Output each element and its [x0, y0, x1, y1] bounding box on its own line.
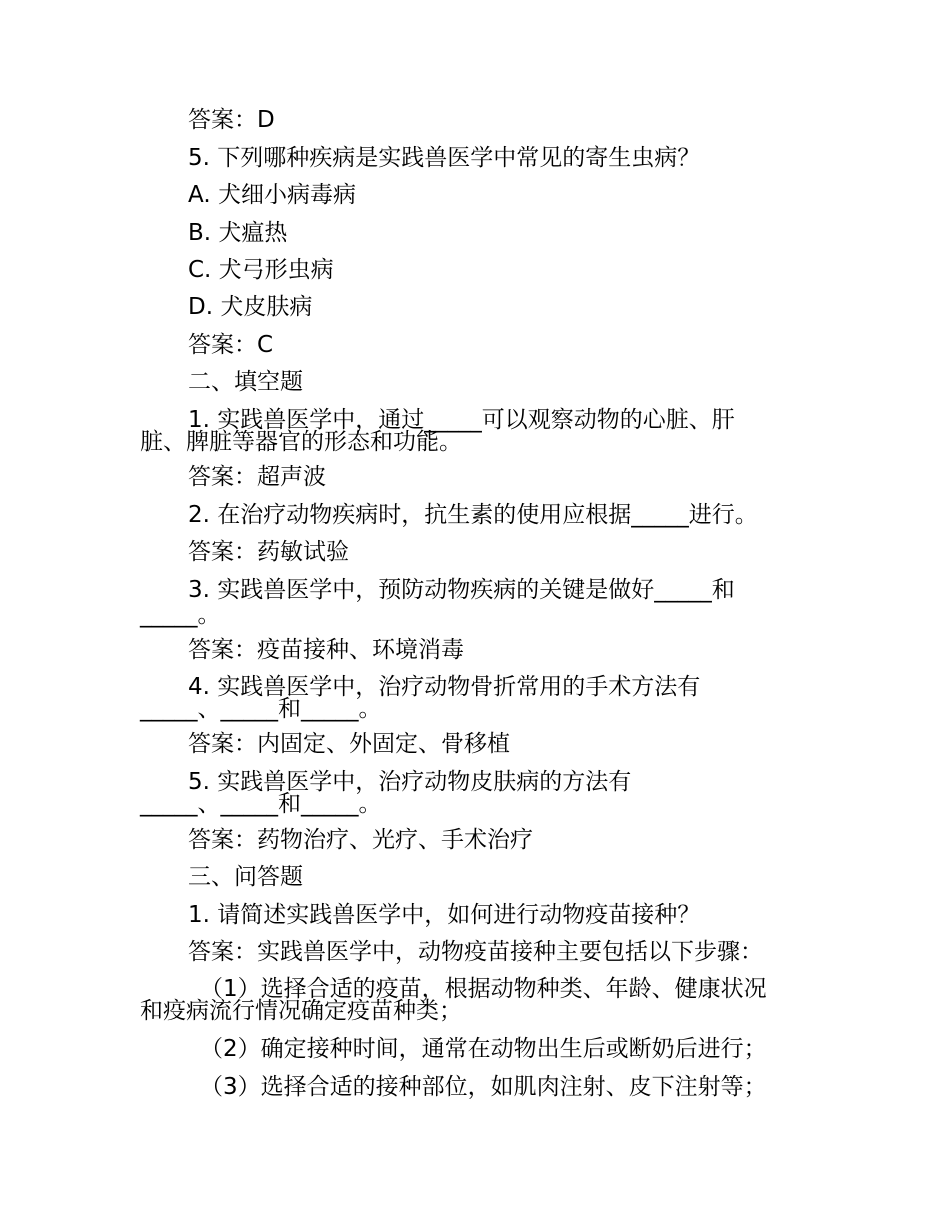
- answer-line: 答案：药敏试验: [188, 539, 349, 565]
- option-line: C. 犬弓形虫病: [188, 257, 334, 283]
- option-line: A. 犬细小病毒病: [188, 182, 356, 208]
- question-line: 5. 下列哪种疾病是实践兽医学中常见的寄生虫病？: [188, 145, 701, 171]
- question-continuation: _____、_____和_____。: [140, 696, 382, 722]
- answer-line: 答案：实践兽医学中，动物疫苗接种主要包括以下步骤：: [188, 939, 763, 965]
- answer-line: 答案：D: [188, 107, 275, 133]
- answer-step: （2）确定接种时间，通常在动物出生后或断奶后进行；: [200, 1036, 767, 1062]
- question-continuation: _____、_____和_____。: [140, 791, 382, 817]
- option-line: D. 犬皮肤病: [188, 294, 313, 320]
- question-continuation: _____。: [140, 602, 221, 628]
- question-line: 5. 实践兽医学中，治疗动物皮肤病的方法有: [188, 769, 632, 795]
- section-heading: 三、问答题: [188, 864, 303, 890]
- answer-step: （3）选择合适的接种部位，如肌肉注射、皮下注射等；: [200, 1074, 767, 1100]
- answer-line: 答案：疫苗接种、环境消毒: [188, 637, 464, 663]
- question-continuation: 脏、脾脏等器官的形态和功能。: [140, 429, 462, 455]
- answer-line: 答案：C: [188, 332, 274, 358]
- question-line: 2. 在治疗动物疾病时，抗生素的使用应根据_____进行。: [188, 502, 758, 528]
- answer-step-continuation: 和疫病流行情况确定疫苗种类；: [140, 998, 462, 1024]
- answer-line: 答案：超声波: [188, 464, 326, 490]
- section-heading: 二、填空题: [188, 369, 303, 395]
- answer-step: （1）选择合适的疫苗，根据动物种类、年龄、健康状况: [200, 976, 767, 1002]
- question-line: 1. 实践兽医学中，通过_____可以观察动物的心脏、肝: [188, 407, 735, 433]
- question-line: 4. 实践兽医学中，治疗动物骨折常用的手术方法有: [188, 674, 701, 700]
- answer-line: 答案：内固定、外固定、骨移植: [188, 731, 510, 757]
- option-line: B. 犬瘟热: [188, 220, 288, 246]
- answer-line: 答案：药物治疗、光疗、手术治疗: [188, 827, 533, 853]
- question-line: 3. 实践兽医学中，预防动物疾病的关键是做好_____和: [188, 577, 735, 603]
- question-line: 1. 请简述实践兽医学中，如何进行动物疫苗接种？: [188, 902, 701, 928]
